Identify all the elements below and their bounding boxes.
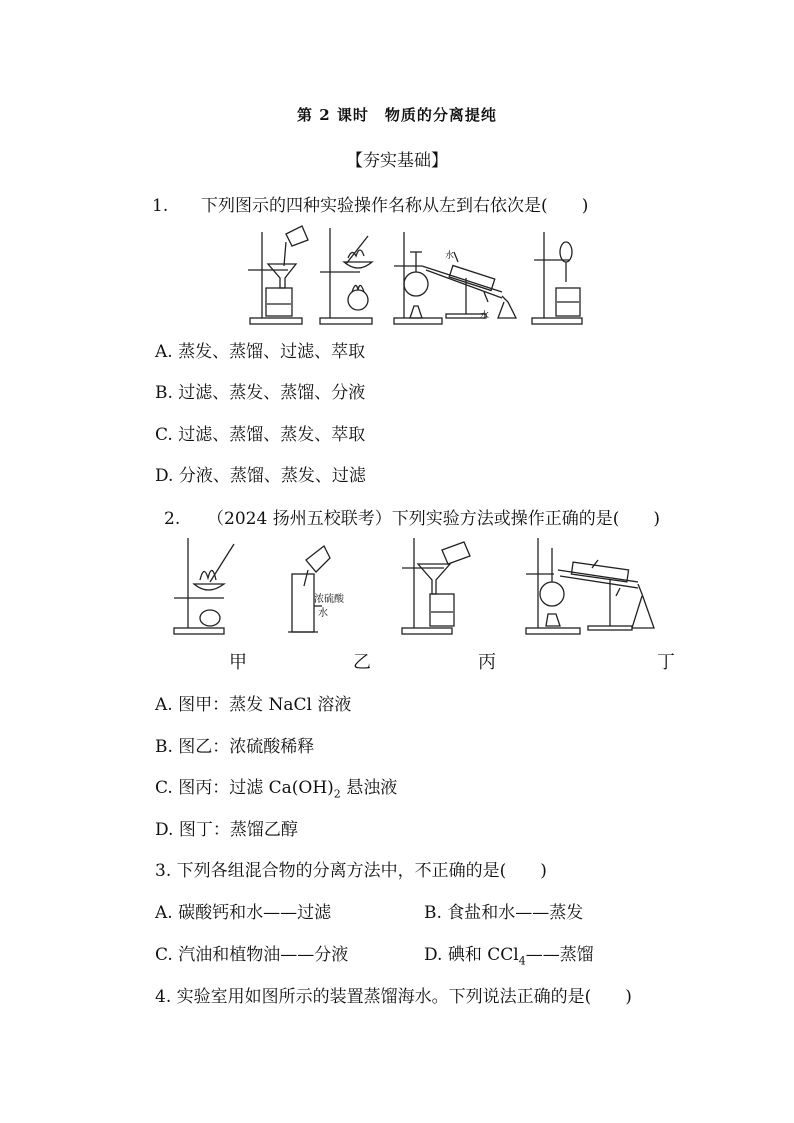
question-1-number: 1. bbox=[152, 196, 169, 216]
q2-option-b: B. 图乙：浓硫酸稀释 bbox=[155, 737, 315, 757]
q2-option-c-subscript: 2 bbox=[333, 787, 341, 801]
question-1-close: ) bbox=[581, 196, 589, 216]
q3-option-d-subscript: 4 bbox=[518, 954, 526, 968]
question-4 bbox=[155, 982, 632, 1007]
figure-label-ding: 丁 bbox=[657, 652, 675, 673]
question-2-number: 2. bbox=[164, 509, 181, 529]
section-heading: 【夯实基础】 bbox=[346, 151, 448, 171]
question-1 bbox=[152, 191, 588, 216]
q3-option-d-suffix: ——蒸馏 bbox=[525, 945, 594, 965]
question-2-stem: （2024 扬州五校联考）下列实验方法或操作正确的是( bbox=[207, 509, 620, 529]
question-4-close: ) bbox=[625, 987, 632, 1007]
question-2-close: ) bbox=[653, 509, 660, 529]
q3-option-d bbox=[424, 940, 594, 967]
q3-option-b: B. 食盐和水——蒸发 bbox=[424, 903, 584, 923]
page-title: 第 2 课时 物质的分离提纯 bbox=[297, 106, 497, 124]
q3-option-d-text: D. 碘和 CCl bbox=[424, 945, 519, 965]
question-3 bbox=[155, 856, 547, 881]
q2-option-d: D. 图丁：蒸馏乙醇 bbox=[155, 820, 298, 840]
figure-label-bing: 丙 bbox=[478, 652, 496, 673]
water-outlet-label: 水 bbox=[480, 311, 490, 321]
water-inlet-label: 水 bbox=[445, 251, 455, 261]
q1-option-c: C. 过滤、蒸馏、蒸发、萃取 bbox=[155, 425, 366, 445]
question-3-stem: 3. 下列各组混合物的分离方法中，不正确的是( bbox=[155, 861, 507, 881]
q1-option-a: A. 蒸发、蒸馏、过滤、萃取 bbox=[155, 342, 366, 362]
q2-option-c-text: C. 图丙：过滤 Ca(OH) bbox=[155, 778, 334, 798]
acid-label: 浓硫酸 bbox=[314, 594, 344, 605]
question-3-close: ) bbox=[540, 861, 547, 881]
q2-option-a: A. 图甲：蒸发 NaCl 溶液 bbox=[155, 695, 352, 715]
question-1-stem: 下列图示的四种实验操作名称从左到右依次是( bbox=[201, 196, 548, 216]
q3-option-c: C. 汽油和植物油——分液 bbox=[155, 945, 349, 965]
q1-figure bbox=[240, 222, 590, 328]
q2-figure bbox=[168, 534, 678, 640]
q1-option-d: D. 分液、蒸馏、蒸发、过滤 bbox=[155, 466, 366, 486]
figure-label-jia: 甲 bbox=[229, 652, 247, 673]
q1-option-b: B. 过滤、蒸发、蒸馏、分液 bbox=[155, 383, 366, 403]
figure-label-yi: 乙 bbox=[353, 652, 371, 673]
question-2 bbox=[164, 504, 660, 529]
water-label: 水 bbox=[318, 608, 328, 619]
q2-option-c bbox=[155, 773, 397, 800]
q3-option-a: A. 碳酸钙和水——过滤 bbox=[155, 903, 332, 923]
q2-option-c-suffix: 悬浊液 bbox=[340, 778, 398, 798]
question-4-stem: 4. 实验室用如图所示的装置蒸馏海水。下列说法正确的是( bbox=[155, 987, 592, 1007]
